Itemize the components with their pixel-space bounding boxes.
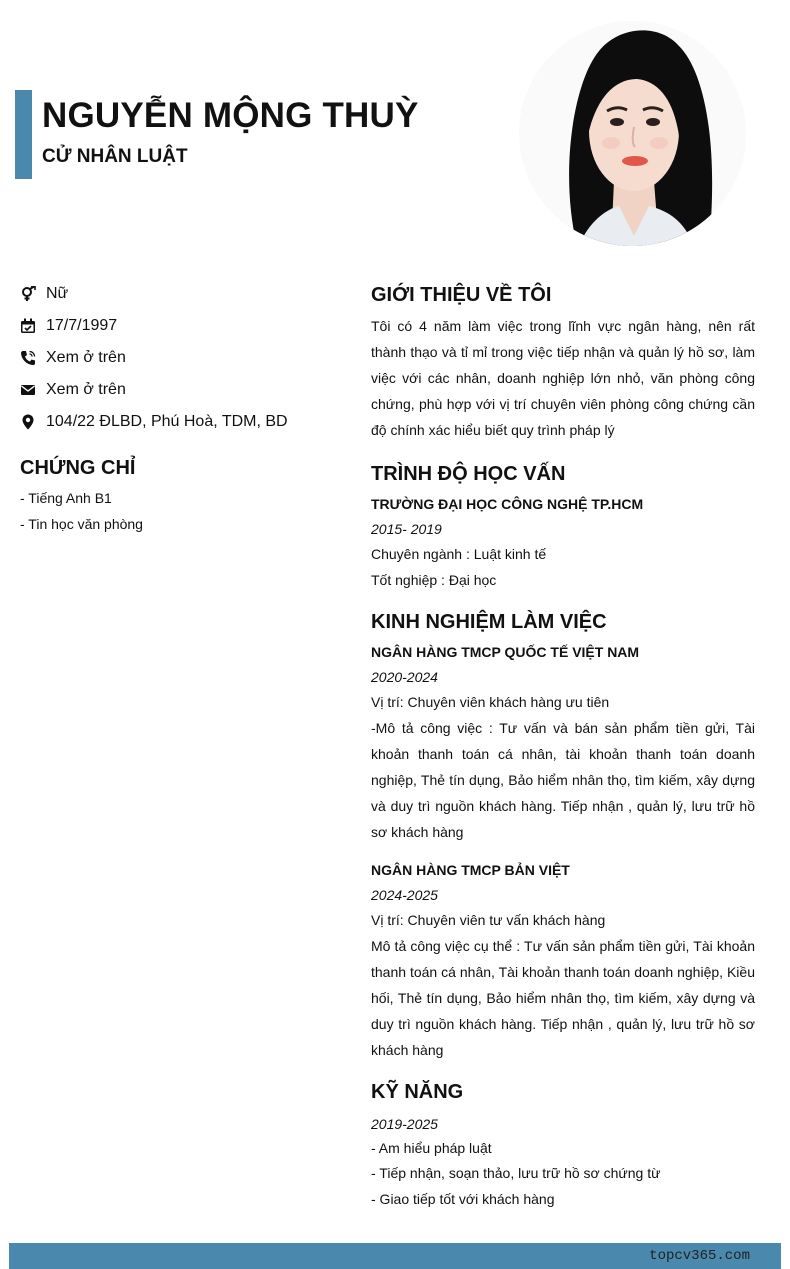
footer-bar (9, 1243, 781, 1269)
about-title: GIỚI THIỆU VỀ TÔI (371, 284, 552, 306)
education-title: TRÌNH ĐỘ HỌC VẤN (371, 463, 566, 485)
job-company: NGÂN HÀNG TMCP BẢN VIỆT (371, 862, 570, 878)
footer-website: topcv365.com (649, 1248, 750, 1264)
skills-period: 2019-2025 (371, 1116, 438, 1132)
about-section (371, 282, 755, 443)
contact-phone-text: Xem ở trên (46, 349, 126, 366)
job-period: 2024-2025 (371, 887, 438, 903)
certificate-item: - Tin học văn phòng (20, 516, 143, 532)
certificate-item: - Tiếng Anh B1 (20, 490, 112, 506)
job-description: -Mô tả công việc : Tư vấn và bán sản phẩm tiền gửi, Tài khoản thanh toán cá nhân, tài khoản thanh toán doanh nghiệp, Thẻ tín dụng, Bảo hiểm nhân thọ, tìm kiếm, xây dựng và duy trì nguồn khách hàng. Tiếp nhận , quản lý, lưu trữ hồ sơ khách hàng (371, 720, 755, 840)
job-description: Mô tả công việc cụ thể : Tư vấn sản phẩm tiền gửi, Tài khoản thanh toán cá nhân, Tài khoản thanh toán doanh nghiệp, Kiều hối, Thẻ tín dụng, Bảo hiểm nhân thọ, tìm kiếm, xây dựng và duy trì nguồn khách hàng. Tiếp nhận , quản lý, lưu trữ hồ sơ khách hàng (371, 938, 755, 1058)
job-period: 2020-2024 (371, 669, 438, 685)
skills-section (371, 1079, 755, 1212)
contact-address (20, 406, 340, 438)
main-column (371, 282, 755, 1212)
certificates-section (20, 455, 340, 537)
location-pin-icon (20, 414, 36, 430)
contact-address-text: 104/22 ĐLBD, Phú Hoà, TDM, BD (46, 413, 288, 430)
gender-icon (20, 286, 36, 302)
experience-title: KINH NGHIỆM LÀM VIỆC (371, 611, 607, 633)
skill-item: - Tiếp nhận, soạn thảo, lưu trữ hồ sơ chứng từ (371, 1165, 661, 1181)
education-period: 2015- 2019 (371, 521, 442, 537)
contact-birthdate (20, 310, 340, 342)
job-entry (371, 857, 755, 1063)
about-text: Tôi có 4 năm làm việc trong lĩnh vực ngân hàng, nên rất thành thạo và tỉ mỉ trong việc tiếp nhận và quản lý hồ sơ, làm việc với các nhân, doanh nghiệp lớn nhỏ, văn phòng công chứng, phù hợp với vị trí chuyên viên phòng công chứng cần độ chính xác hiểu biết quy trình pháp lý (371, 318, 755, 438)
contact-gender (20, 278, 340, 310)
profile-photo (519, 21, 746, 246)
phone-icon (20, 350, 36, 366)
calendar-icon (20, 318, 36, 334)
job-company: NGÂN HÀNG TMCP QUỐC TẾ VIỆT NAM (371, 644, 640, 660)
education-section (371, 461, 755, 593)
certificates-title: CHỨNG CHỈ (20, 457, 136, 479)
contact-birthdate-text: 17/7/1997 (46, 317, 118, 334)
skill-item: - Giao tiếp tốt với khách hàng (371, 1191, 555, 1207)
job-entry (371, 639, 755, 845)
education-major: Chuyên ngành : Luật kinh tế (371, 546, 547, 562)
contact-list (20, 278, 340, 438)
contact-phone (20, 342, 340, 374)
header-accent-bar (15, 90, 32, 179)
experience-section (371, 609, 755, 1063)
skills-title: KỸ NĂNG (371, 1081, 464, 1103)
candidate-title: CỬ NHÂN LUẬT (42, 146, 188, 167)
skill-item: - Am hiểu pháp luật (371, 1140, 492, 1156)
education-degree: Tốt nghiệp : Đại học (371, 572, 497, 588)
contact-email-text: Xem ở trên (46, 381, 126, 398)
job-position: Vị trí: Chuyên viên khách hàng ưu tiên (371, 694, 610, 710)
contact-email (20, 374, 340, 406)
job-position: Vị trí: Chuyên viên tư vấn khách hàng (371, 912, 606, 928)
contact-gender-text: Nữ (46, 285, 69, 302)
envelope-icon (20, 382, 36, 398)
candidate-name: NGUYỄN MỘNG THUỲ (42, 96, 419, 135)
education-school: TRƯỜNG ĐẠI HỌC CÔNG NGHỆ TP.HCM (371, 496, 644, 512)
